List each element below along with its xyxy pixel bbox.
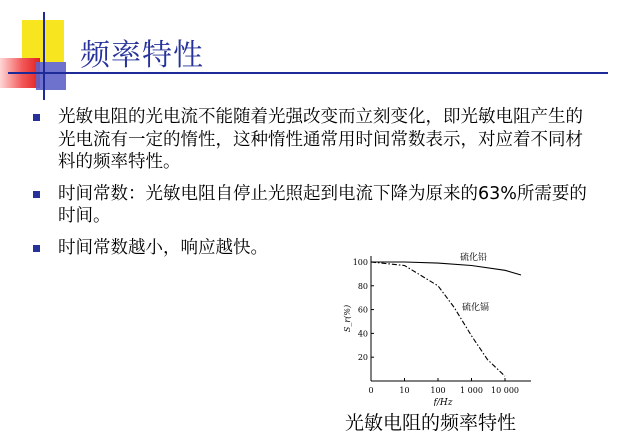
bullet-item: [30, 237, 308, 260]
bullet-item: [30, 106, 600, 174]
x-tick-label: 0: [368, 386, 374, 395]
y-tick-label: 100: [352, 257, 368, 267]
series-label-2: 硫化镉: [462, 303, 490, 313]
y-tick-label: 40: [357, 329, 368, 339]
y-tick-label: 80: [357, 281, 368, 291]
x-tick-label: 10: [399, 386, 410, 395]
x-tick-label: 1 000: [460, 386, 483, 395]
frequency-response-chart: [340, 246, 540, 406]
bullet-text: 光敏电阻的光电流不能随着光强改变而立刻变化，即光敏电阻产生的光电流有一定的惰性，这种惰性通常用时间常数表示，对应着不同材料的频率特性。: [58, 107, 583, 172]
chart-caption: 光敏电阻的频率特性: [345, 412, 517, 434]
slide-title: 频率特性: [80, 38, 204, 73]
bullet-square-icon: [33, 245, 40, 252]
bullet-text: 时间常数越小，响应越快。: [58, 237, 268, 258]
bullet-list: [30, 106, 600, 268]
bullet-item: [30, 183, 600, 228]
x-tick-label: 10 000: [491, 386, 519, 395]
x-tick-label: 100: [430, 386, 446, 395]
y-tick-label: 60: [357, 305, 368, 315]
y-tick-label: 20: [357, 353, 368, 363]
bullet-text: 时间常数：光敏电阻自停止光照起到电流下降为原来的63%所需要的时间。: [58, 183, 587, 226]
bullet-square-icon: [33, 114, 40, 121]
x-axis-label: f/Hz: [433, 398, 453, 406]
y-axis-label: S_r(%): [343, 304, 352, 333]
decor-blue-square: [36, 62, 66, 90]
series-line-2: [371, 262, 505, 376]
series-label-1: 硫化铅: [460, 253, 488, 263]
decor-vertical-line: [43, 12, 45, 100]
bullet-square-icon: [33, 191, 40, 198]
